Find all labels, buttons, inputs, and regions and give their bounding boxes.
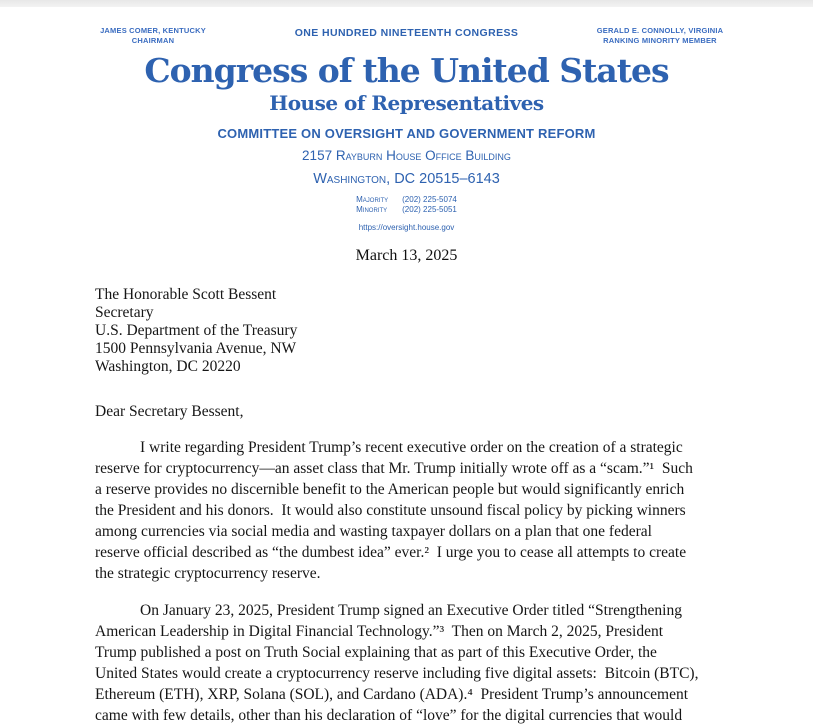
phone-block <box>356 195 457 214</box>
city-zip-line: Washington, DC 20515–6143 <box>313 171 500 187</box>
recipient-title: Secretary <box>95 303 154 321</box>
paragraph-line: United States would create a cryptocurrency reserve including five digital assets: Bitcoin (BTC), <box>95 664 699 682</box>
committee-website: https://oversight.house.gov <box>358 222 455 232</box>
paragraph-line: a reserve provides no discernible benefit to the American people but would significantly enrich <box>95 480 685 498</box>
paragraph-line: reserve for cryptocurrency—an asset class that Mr. Trump initially wrote off as a “scam.”¹ Such <box>95 459 693 477</box>
paragraph-line: came with few details, other than his declaration of “love” for the digital currencies that would <box>95 706 683 724</box>
recipient-street: 1500 Pennsylvania Avenue, NW <box>95 340 297 358</box>
paragraph-line: Ethereum (ETH), XRP, Solana (SOL), and Cardano (ADA).⁴ President Trump’s announcement <box>95 685 689 703</box>
paragraph-line: reserve official described as “the dumbest idea” ever.² I urge you to cease all attempts to create <box>95 543 687 561</box>
majority-phone-row <box>356 195 457 205</box>
paragraph-line: the President and his donors. It would also constitute unsound fiscal policy by picking winners <box>95 501 686 519</box>
recipient-org: U.S. Department of the Treasury <box>95 321 298 339</box>
paragraph-line: On January 23, 2025, President Trump signed an Executive Order titled “Strengthening <box>140 601 682 619</box>
paragraph-line: among currencies via social media and wasting taxpayer dollars on a plan that one federal <box>95 522 652 540</box>
letter-body <box>0 286 813 726</box>
office-building-line: 2157 Rayburn House Office Building <box>302 148 511 163</box>
house-of-representatives-title: House of Representatives <box>269 91 544 115</box>
salutation: Dear Secretary Bessent, <box>95 402 244 420</box>
paragraph-line: Trump published a post on Truth Social explaining that as part of this Executive Order, the <box>95 643 657 661</box>
scan-edge-artifact <box>0 0 813 7</box>
chairman-name: JAMES COMER, KENTUCKY <box>100 26 206 35</box>
paragraph-2 <box>95 600 741 726</box>
ranking-member-block <box>565 26 755 46</box>
paragraph-line: I write regarding President Trump’s recent executive order on the creation of a strategic <box>140 438 683 456</box>
letterhead <box>0 26 813 232</box>
ranking-member-title: RANKING MINORITY MEMBER <box>603 36 717 45</box>
paragraph-line: the strategic cryptocurrency reserve. <box>95 564 321 582</box>
majority-phone-number: (202) 225-5074 <box>402 195 457 204</box>
letterhead-header-row <box>0 26 813 46</box>
recipient-city: Washington, DC 20220 <box>95 358 241 376</box>
letter-date: March 13, 2025 <box>355 246 458 264</box>
minority-label: Minority <box>356 204 388 214</box>
recipient-name: The Honorable Scott Bessent <box>95 285 277 303</box>
chairman-title: CHAIRMAN <box>131 36 175 45</box>
paragraph-line: American Leadership in Digital Financial Technology.”³ Then on March 2, 2025, President <box>95 622 664 640</box>
chairman-block <box>58 26 248 46</box>
minority-phone-number: (202) 225-5051 <box>402 204 457 214</box>
committee-name: COMMITTEE ON OVERSIGHT AND GOVERNMENT REFORM <box>217 126 596 141</box>
majority-label: Majority <box>356 195 389 204</box>
ranking-member-name: GERALD E. CONNOLLY, VIRGINIA <box>596 26 724 35</box>
minority-phone-row <box>356 205 457 215</box>
recipient-address-block <box>95 286 741 377</box>
congress-session-label: ONE HUNDRED NINETEENTH CONGRESS <box>294 27 519 39</box>
paragraph-1 <box>95 437 741 584</box>
congress-title: Congress of the United States <box>144 51 669 90</box>
